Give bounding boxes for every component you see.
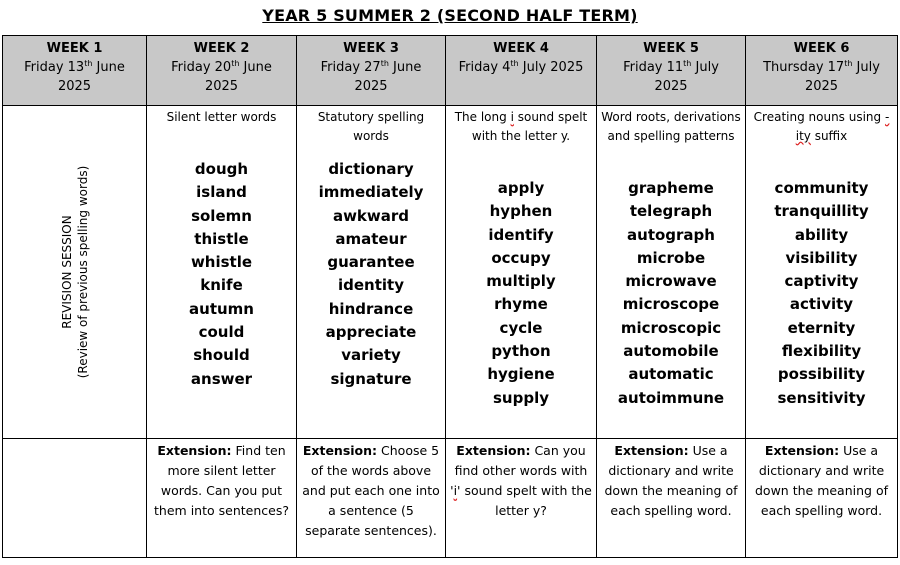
spelling-word: identify bbox=[488, 225, 554, 244]
week-header bbox=[297, 36, 446, 106]
spelling-word: hygiene bbox=[487, 365, 555, 384]
spelling-word: supply bbox=[492, 388, 549, 407]
extension-row bbox=[3, 439, 898, 558]
spelling-word: cycle bbox=[499, 318, 543, 337]
spelling-word: possibility bbox=[777, 365, 866, 384]
spelling-word: sensitivity bbox=[777, 388, 866, 407]
spelling-word: telegraph bbox=[629, 202, 713, 221]
spelling-word: knife bbox=[200, 276, 243, 295]
spelling-word: awkward bbox=[332, 206, 410, 225]
spelling-word: occupy bbox=[491, 248, 551, 267]
week-1-extension bbox=[3, 439, 147, 558]
spelling-word: signature bbox=[330, 369, 412, 388]
week-header bbox=[446, 36, 597, 106]
week-label: WEEK 5 bbox=[643, 41, 699, 56]
spelling-word: appreciate bbox=[325, 323, 417, 342]
spelling-word: microwave bbox=[625, 272, 717, 291]
word-list bbox=[297, 158, 445, 391]
spelling-word: should bbox=[193, 346, 250, 365]
week-year: 2025 bbox=[654, 79, 688, 94]
spelling-word: ability bbox=[794, 225, 849, 244]
spelling-word: could bbox=[198, 323, 245, 342]
spelling-word: thistle bbox=[194, 229, 249, 248]
spelling-word: guarantee bbox=[327, 253, 415, 272]
week-5-cell bbox=[597, 106, 746, 439]
spelling-word: eternity bbox=[787, 318, 856, 337]
week-3-extension: Extension: Choose 5 of the words above and put each one into a sentence (5 separate sentences). bbox=[297, 439, 446, 558]
spelling-word: captivity bbox=[784, 272, 859, 291]
topic-heading: The long i sound spelt with the letter y. bbox=[454, 110, 588, 143]
spelling-word: hindrance bbox=[328, 299, 414, 318]
spelling-word: activity bbox=[789, 295, 854, 314]
topic-heading: Word roots, derivations and spelling patterns bbox=[601, 110, 741, 143]
spelling-word: immediately bbox=[318, 183, 424, 202]
week-4-extension: Extension: Can you find other words with 'i' sound spelt with the letter y? bbox=[446, 439, 597, 558]
week-date: Friday 4th July 2025 bbox=[458, 59, 584, 75]
week-2-extension: Extension: Find ten more silent letter words. Can you put them into sentences? bbox=[147, 439, 297, 558]
spelling-word: flexibility bbox=[781, 342, 862, 361]
spelling-word: multiply bbox=[486, 272, 556, 291]
week-year: 2025 bbox=[57, 79, 92, 94]
week-header bbox=[3, 36, 147, 106]
topic-heading: Silent letter words bbox=[166, 110, 277, 124]
spelling-word: dictionary bbox=[328, 160, 414, 178]
spelling-word: autoimmune bbox=[617, 388, 725, 407]
spelling-word: python bbox=[491, 342, 551, 361]
word-list bbox=[597, 177, 745, 410]
week-label: WEEK 4 bbox=[493, 41, 549, 56]
week-date: Friday 11th July bbox=[623, 59, 719, 75]
word-list bbox=[446, 177, 596, 410]
spelling-word: visibility bbox=[785, 248, 858, 267]
week-label: WEEK 6 bbox=[793, 41, 850, 56]
week-header bbox=[746, 36, 898, 106]
week-year: 2025 bbox=[804, 79, 839, 94]
revision-text bbox=[59, 122, 91, 422]
week-4-cell bbox=[446, 106, 597, 439]
page-title: YEAR 5 SUMMER 2 (SECOND HALF TERM) bbox=[262, 6, 638, 25]
week-label: WEEK 3 bbox=[343, 41, 399, 56]
spelling-word: microbe bbox=[636, 248, 706, 267]
words-row bbox=[3, 106, 898, 439]
week-5-extension: Extension: Use a dictionary and write down the meaning of each spelling word. bbox=[597, 439, 746, 558]
week-6-extension: Extension: Use a dictionary and write down the meaning of each spelling word. bbox=[746, 439, 898, 558]
spelling-word: answer bbox=[190, 369, 253, 388]
week-3-cell bbox=[297, 106, 446, 439]
week-6-cell bbox=[746, 106, 898, 439]
week-year: 2025 bbox=[354, 79, 388, 94]
week-year: 2025 bbox=[204, 79, 239, 94]
week-label: WEEK 2 bbox=[193, 41, 250, 56]
spelling-word: microscope bbox=[622, 295, 720, 314]
topic-heading: Creating nouns using -ity suffix bbox=[753, 110, 890, 143]
spelling-word: island bbox=[196, 183, 247, 202]
week-date: Friday 27th June bbox=[320, 59, 422, 75]
spelling-word: grapheme bbox=[628, 179, 714, 197]
spelling-table bbox=[2, 35, 898, 558]
spelling-word: microscopic bbox=[620, 318, 722, 337]
spelling-word: autumn bbox=[189, 299, 254, 318]
spelling-word: rhyme bbox=[494, 295, 548, 314]
spelling-word: dough bbox=[194, 160, 249, 178]
spelling-word: whistle bbox=[190, 253, 253, 272]
spelling-word: variety bbox=[341, 346, 401, 365]
spelling-word: identity bbox=[338, 276, 404, 295]
spelling-word: amateur bbox=[335, 229, 407, 248]
spelling-word: apply bbox=[497, 179, 545, 197]
revision-title: REVISION SESSION bbox=[59, 215, 74, 329]
spelling-word: autograph bbox=[627, 225, 715, 244]
header-row bbox=[3, 36, 898, 106]
spelling-word: tranquillity bbox=[774, 202, 869, 221]
revision-cell bbox=[3, 106, 147, 439]
spelling-word: hyphen bbox=[489, 202, 553, 221]
week-date: Thursday 17th July bbox=[763, 59, 880, 75]
week-label: WEEK 1 bbox=[46, 41, 103, 56]
topic-heading: Statutory spelling words bbox=[317, 110, 425, 143]
week-date: Friday 20th June bbox=[171, 59, 272, 75]
week-date: Friday 13th June bbox=[24, 59, 125, 75]
spelling-word: automatic bbox=[628, 365, 714, 384]
week-2-cell bbox=[147, 106, 297, 439]
revision-subtitle: (Review of previous spelling words) bbox=[75, 165, 90, 379]
spelling-word: automobile bbox=[623, 342, 719, 361]
week-header bbox=[597, 36, 746, 106]
word-list bbox=[746, 177, 897, 410]
spelling-word: community bbox=[774, 179, 869, 197]
week-header bbox=[147, 36, 297, 106]
spelling-word: solemn bbox=[191, 206, 252, 225]
word-list bbox=[147, 158, 296, 391]
